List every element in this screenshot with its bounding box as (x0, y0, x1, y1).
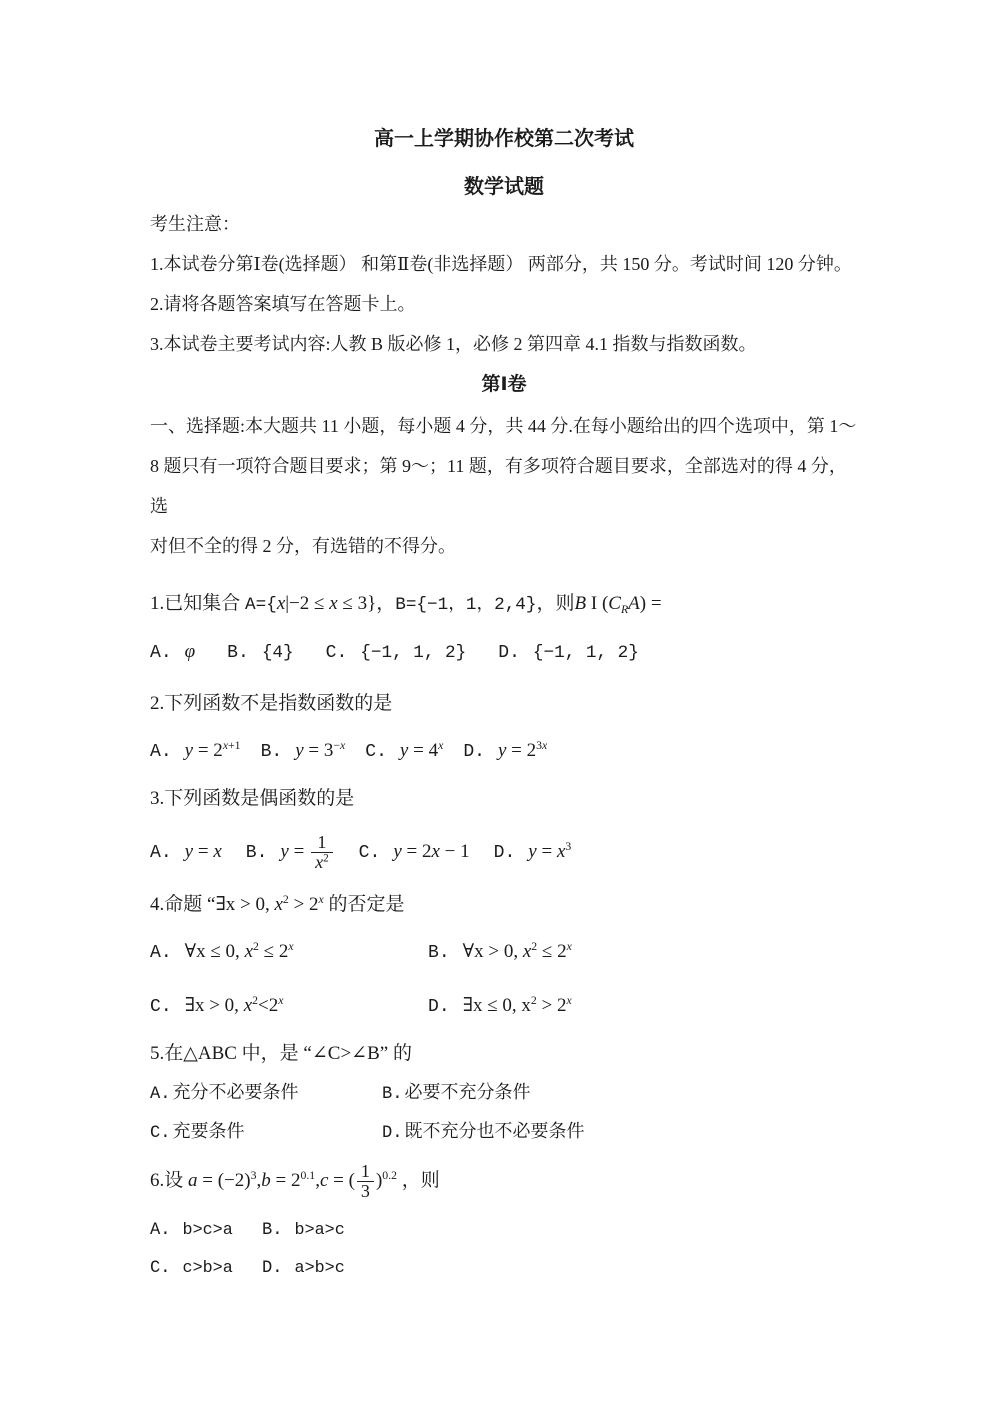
text-run: 2 (252, 993, 259, 1007)
notice-item: 2.请将各题答案填写在答题卡上。 (150, 294, 416, 314)
question-stem (150, 884, 858, 926)
question-q6 (150, 1152, 858, 1286)
text-run: x (288, 939, 294, 953)
option-d (382, 1113, 614, 1152)
text-run: y (295, 740, 304, 761)
option-label: D. (463, 742, 485, 762)
text-run: x (556, 841, 566, 862)
text-run: 2 (531, 939, 538, 953)
option-a (150, 926, 428, 979)
text-run: 充分不必要条件 (172, 1082, 299, 1102)
page-title: 高一上学期协作校第二次考试 (374, 128, 634, 150)
text-run: I ( (586, 593, 609, 614)
text-run: 1 (360, 1160, 370, 1181)
option-a (150, 821, 222, 884)
option-label: D. (428, 997, 450, 1017)
text-run: x (318, 892, 324, 906)
text-run: x (542, 738, 548, 752)
option-a (150, 1074, 382, 1113)
text-run: φ (184, 641, 196, 662)
text-run: <2 (258, 995, 279, 1016)
option-label: C. (358, 843, 381, 863)
option-content (183, 1256, 233, 1276)
text-run: , (315, 1170, 320, 1191)
option-label: D. (498, 643, 520, 663)
notice-item: 3.本试卷主要考试内容:人教 B 版必修 1，必修 2 第四章 4.1 指数与指数函数。 (150, 334, 757, 354)
option-label: B. (262, 1221, 283, 1240)
text-run: 0.2 (382, 1168, 397, 1182)
option-content (528, 841, 571, 862)
text-run: y (399, 740, 409, 761)
intro-line: 一、选择题:本大题共 11 小题，每小题 4 分，共 44 分.在每小题给出的四个选项中，第 1～ (150, 416, 857, 436)
fraction-numerator (311, 833, 333, 852)
text-run: = 4 (408, 740, 439, 761)
option-a (150, 1210, 262, 1249)
text-run: R (620, 603, 629, 617)
option-content (400, 740, 443, 761)
option-row (150, 726, 858, 777)
superscript (567, 994, 572, 1007)
option-c (359, 821, 470, 884)
text-run: ) (375, 1170, 383, 1191)
text-run: 必要不充分条件 (404, 1082, 531, 1102)
option-content (185, 841, 222, 862)
intro-line: 8 题只有一项符合题目要求；第 9～；11 题，有多项符合题目要求，全部选对的得 4 分，选 (150, 456, 847, 516)
intro-line: 对但不全的得 2 分，有选错的不得分。 (150, 536, 456, 556)
text-run: B (574, 593, 587, 614)
text-run: y (184, 740, 194, 761)
text-run: C (608, 593, 621, 614)
question-list (150, 582, 858, 1286)
notice-label: 考生注意： (150, 214, 240, 234)
option-label: B. (382, 1085, 403, 1104)
text-run: ，则 (396, 1170, 440, 1191)
option-content (185, 641, 196, 662)
superscript (223, 739, 241, 752)
option-row (150, 821, 858, 884)
option-c (326, 627, 467, 678)
option-content (185, 995, 284, 1016)
text-run: 2.下列函数不是指数函数的是 (150, 693, 393, 714)
option-content (295, 740, 345, 761)
option-label: C. (150, 1259, 171, 1278)
text-run: ∃x > 0, (184, 995, 244, 1016)
question-stem (150, 1034, 858, 1074)
option-content (405, 1082, 531, 1102)
text-run: 充要条件 (172, 1121, 245, 1141)
option-label: A. (150, 843, 172, 863)
option-label: B. (245, 843, 268, 863)
option-content (295, 1218, 345, 1238)
option-c (150, 979, 428, 1034)
option-content (295, 1256, 345, 1276)
option-content (185, 941, 294, 962)
fraction (357, 1162, 374, 1202)
text-run: x (566, 993, 572, 1007)
option-a (150, 627, 195, 678)
text-run: “∃x > 0, (207, 894, 275, 915)
option-content (173, 1121, 245, 1141)
text-run: x (243, 995, 253, 1016)
text-run: 5.在△ABC 中，是 “∠C>∠B” 的 (150, 1043, 412, 1064)
option-row (150, 1210, 858, 1249)
superscript (382, 1169, 397, 1182)
option-content (262, 641, 294, 662)
question-stem (150, 1152, 858, 1210)
fraction-numerator (357, 1162, 374, 1181)
option-content (405, 1121, 585, 1141)
option-d (428, 979, 706, 1034)
option-content (463, 995, 572, 1016)
text-run: ∀x ≤ 0, (184, 941, 245, 962)
text-run: 1.已知集合 (150, 593, 246, 614)
section-title: 第Ⅰ卷 (481, 374, 527, 395)
option-b (382, 1074, 614, 1113)
option-b (262, 1210, 374, 1249)
text-run: x (431, 841, 440, 862)
text-run: 1 (317, 831, 327, 852)
question-q5 (150, 1034, 858, 1152)
text-run: ≤ 3} (337, 593, 377, 614)
superscript (536, 739, 547, 752)
text-run: , (256, 1170, 262, 1191)
option-row (150, 926, 858, 979)
option-row (150, 627, 858, 678)
option-b (227, 627, 293, 678)
option-label: A. (150, 1221, 171, 1240)
text-run: = (288, 841, 310, 862)
text-run: 2 (323, 852, 329, 865)
superscript (288, 940, 293, 953)
text-run: y (280, 841, 289, 862)
text-run: = (−2) (197, 1170, 251, 1191)
text-run: 4.命题 (150, 894, 208, 915)
text-run: 2 (282, 892, 289, 906)
option-c (150, 1113, 382, 1152)
notice-items (150, 244, 858, 364)
option-content (360, 641, 466, 662)
text-run: c (319, 1170, 329, 1191)
text-run: = 2 (193, 740, 223, 761)
option-label: D. (262, 1259, 283, 1278)
fraction-denominator (357, 1181, 374, 1201)
option-label: C. (150, 997, 172, 1017)
superscript (567, 940, 572, 953)
option-b (428, 926, 706, 979)
text-run: ≤ 2 (258, 941, 289, 962)
option-label: B. (428, 943, 450, 963)
text-run: 6.设 (150, 1170, 189, 1191)
option-label: B. (227, 643, 249, 663)
option-content (498, 740, 547, 761)
text-run: x (522, 941, 532, 962)
text-run: x (222, 738, 229, 752)
text-run: > 2 (536, 995, 567, 1016)
text-run: 3 (565, 839, 572, 853)
option-content (280, 831, 334, 873)
text-run: x (315, 852, 324, 873)
option-label: C. (325, 643, 348, 663)
text-run: = (536, 841, 557, 862)
text-run: ∀x > 0, (462, 941, 523, 962)
option-content (173, 1082, 299, 1102)
option-a (150, 726, 241, 777)
option-c (365, 726, 443, 777)
text-run: x (438, 738, 444, 752)
option-row (150, 1074, 858, 1113)
superscript (323, 852, 329, 864)
text-run: y (528, 841, 537, 862)
text-run: {−1, 1, 2} (360, 643, 467, 663)
text-run: − 1 (439, 841, 470, 862)
text-run: = 2 (401, 841, 432, 862)
text-run: 3 (360, 1181, 370, 1202)
text-run: = 3 (303, 740, 334, 761)
question-q4 (150, 884, 858, 1034)
text-run: |−2 ≤ (285, 593, 330, 614)
text-run: {−1, 1, 2} (532, 643, 639, 663)
text-run: 3 (250, 1168, 257, 1182)
option-b (261, 726, 346, 777)
superscript (565, 840, 571, 853)
text-run: x (213, 841, 222, 862)
option-content (183, 1218, 233, 1238)
option-d (262, 1249, 374, 1286)
exam-content (150, 0, 858, 1286)
text-run: = ( (328, 1170, 355, 1191)
text-run: x (329, 593, 338, 614)
option-content (533, 641, 639, 662)
question-stem (150, 777, 858, 821)
text-run: y (184, 841, 194, 862)
option-label: A. (150, 943, 172, 963)
text-run: x (276, 593, 286, 614)
option-label: C. (365, 742, 387, 762)
fraction-denominator (311, 852, 333, 872)
text-run: x (340, 738, 346, 752)
text-run: 既不充分也不必要条件 (404, 1121, 585, 1141)
text-run: 2 (530, 993, 537, 1007)
text-run: c>b>a (182, 1259, 233, 1278)
text-run: y (497, 740, 507, 761)
text-run: y (393, 841, 402, 862)
page-subtitle: 数学试题 (464, 176, 544, 198)
text-run: − (333, 738, 341, 752)
text-run: = 2 (270, 1170, 301, 1191)
text-run: b>a>c (294, 1221, 345, 1240)
text-run: ，则 (536, 593, 575, 614)
text-run: x (566, 939, 572, 953)
option-row (150, 979, 858, 1034)
text-run: ∃x ≤ 0, x (462, 995, 531, 1016)
question-q3 (150, 777, 858, 884)
text-run: > 2 (288, 894, 319, 915)
option-content (393, 841, 469, 862)
text-run: x (278, 993, 284, 1007)
superscript (300, 1169, 315, 1182)
option-d (494, 821, 572, 884)
text-run: = (193, 841, 214, 862)
option-label: D. (493, 843, 516, 863)
text-run: 2 (253, 939, 259, 953)
option-label: A. (150, 643, 172, 663)
option-d (498, 627, 639, 678)
text-run: 3 (536, 738, 543, 752)
text-run: 3.下列函数是偶函数的是 (150, 788, 355, 809)
text-run: +1 (228, 738, 241, 752)
notice-section (150, 204, 858, 364)
fraction (311, 833, 333, 873)
text-run: A (628, 593, 640, 614)
question-q2 (150, 682, 858, 777)
text-run: x (244, 941, 253, 962)
option-label: A. (150, 1085, 171, 1104)
text-run: B={−1，1，2,4} (395, 595, 537, 615)
question-stem (150, 582, 858, 627)
option-label: B. (260, 742, 283, 762)
option-b (246, 821, 335, 884)
text-run: = 2 (506, 740, 537, 761)
superscript (333, 739, 345, 752)
text-run: x (274, 894, 283, 915)
option-label: C. (150, 1124, 171, 1143)
text-run: {4} (261, 643, 294, 663)
option-d (463, 726, 547, 777)
text-run: a>b>c (294, 1259, 345, 1278)
option-label: D. (382, 1124, 403, 1143)
option-label: A. (150, 742, 172, 762)
text-run: a (188, 1170, 198, 1191)
option-content (185, 740, 241, 761)
question-q1 (150, 582, 858, 678)
superscript (438, 739, 443, 752)
option-c (150, 1249, 262, 1286)
text-run: ≤ 2 (537, 941, 567, 962)
text-run: 的否定是 (323, 894, 405, 915)
section-intro (150, 406, 858, 566)
option-row (150, 1113, 858, 1152)
text-run: ， (376, 593, 396, 614)
notice-item: 1.本试卷分第Ⅰ卷(选择题） 和第Ⅱ卷(非选择题） 两部分，共 150 分。考试时间 120 分钟。 (150, 254, 852, 274)
text-run: ) = (639, 593, 662, 614)
text-run: b>c>a (182, 1221, 233, 1240)
question-stem (150, 682, 858, 726)
text-run: 0.1 (300, 1168, 316, 1182)
superscript (278, 994, 283, 1007)
option-content (463, 941, 572, 962)
text-run: A={ (245, 595, 277, 615)
text-run: b (261, 1170, 271, 1191)
option-row (150, 1249, 858, 1286)
